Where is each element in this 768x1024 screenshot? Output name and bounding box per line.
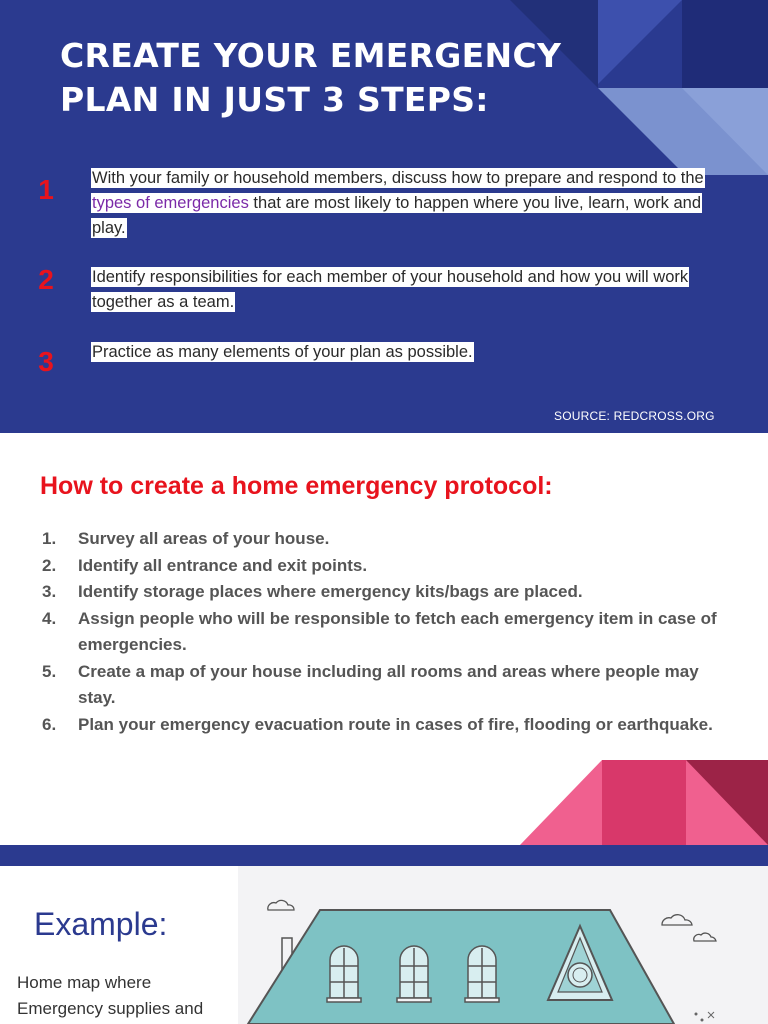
header-section	[0, 0, 768, 433]
protocol-item-text: Assign people who will be responsible to fetch each emergency item in case of emergencies.	[78, 608, 717, 654]
protocol-item-number: 4.	[42, 608, 57, 628]
example-title: Example:	[34, 906, 168, 942]
protocol-item	[42, 526, 722, 553]
step-2-text: Identify responsibilities for each member of your household and how you will work together as a team.	[92, 268, 689, 311]
protocol-item	[42, 553, 722, 580]
protocol-item	[42, 712, 722, 739]
protocol-item-number: 3.	[42, 582, 57, 601]
types-of-emergencies-link[interactable]: types of emergencies	[92, 194, 249, 212]
protocol-item-text: Survey all areas of your house.	[78, 529, 330, 548]
step-3-text: Practice as many elements of your plan as possible.	[92, 343, 473, 361]
protocol-item	[42, 606, 722, 659]
protocol-heading: How to create a home emergency protocol:	[40, 472, 553, 500]
protocol-item	[42, 579, 722, 606]
protocol-item-text: Identify storage places where emergency kits/bags are placed.	[78, 582, 583, 601]
house-illustration	[238, 866, 768, 1024]
arched-window-icon	[397, 946, 431, 1002]
step-text-3	[91, 340, 731, 365]
source-credit: SOURCE: REDCROSS.ORG	[554, 409, 715, 423]
example-description: Home map where Emergency supplies and	[17, 973, 204, 1018]
arched-window-icon	[465, 946, 499, 1002]
round-window-icon	[568, 963, 592, 987]
cloud-icon	[268, 900, 294, 910]
section-divider-band	[0, 845, 768, 866]
protocol-item-text: Identify all entrance and exit points.	[78, 555, 368, 575]
protocol-item-number: 5.	[42, 661, 57, 681]
pink-geometric-decoration	[0, 760, 768, 845]
step-number-1: 1	[38, 174, 54, 205]
page-title	[60, 34, 700, 122]
step-text-1	[91, 166, 731, 241]
protocol-item-text: Create a map of your house including all rooms and areas where people may stay.	[78, 661, 699, 707]
title-line-1: CREATE YOUR EMERGENCY	[60, 36, 562, 75]
title-line-2: PLAN IN JUST 3 STEPS:	[60, 80, 489, 119]
protocol-item-number: 6.	[42, 714, 57, 734]
sparkle-icon	[695, 1012, 714, 1021]
cloud-icon	[694, 933, 716, 941]
arched-window-icon	[327, 946, 361, 1002]
protocol-item-number: 2.	[42, 555, 57, 575]
protocol-item-number: 1.	[42, 529, 57, 548]
step-1-text-after: that are most likely to happen where you live, learn, work and play.	[92, 194, 701, 237]
protocol-list	[42, 526, 722, 738]
step-1-text-before: With your family or household members, discuss how to prepare and respond to the	[92, 169, 704, 187]
protocol-item	[42, 659, 722, 712]
cloud-icon	[662, 915, 692, 925]
step-number-3: 3	[38, 346, 54, 377]
roof	[248, 910, 674, 1024]
step-text-2	[91, 265, 731, 315]
step-number-2: 2	[38, 264, 54, 295]
protocol-item-text: Plan your emergency evacuation route in cases of fire, flooding or earthquake.	[78, 714, 713, 734]
